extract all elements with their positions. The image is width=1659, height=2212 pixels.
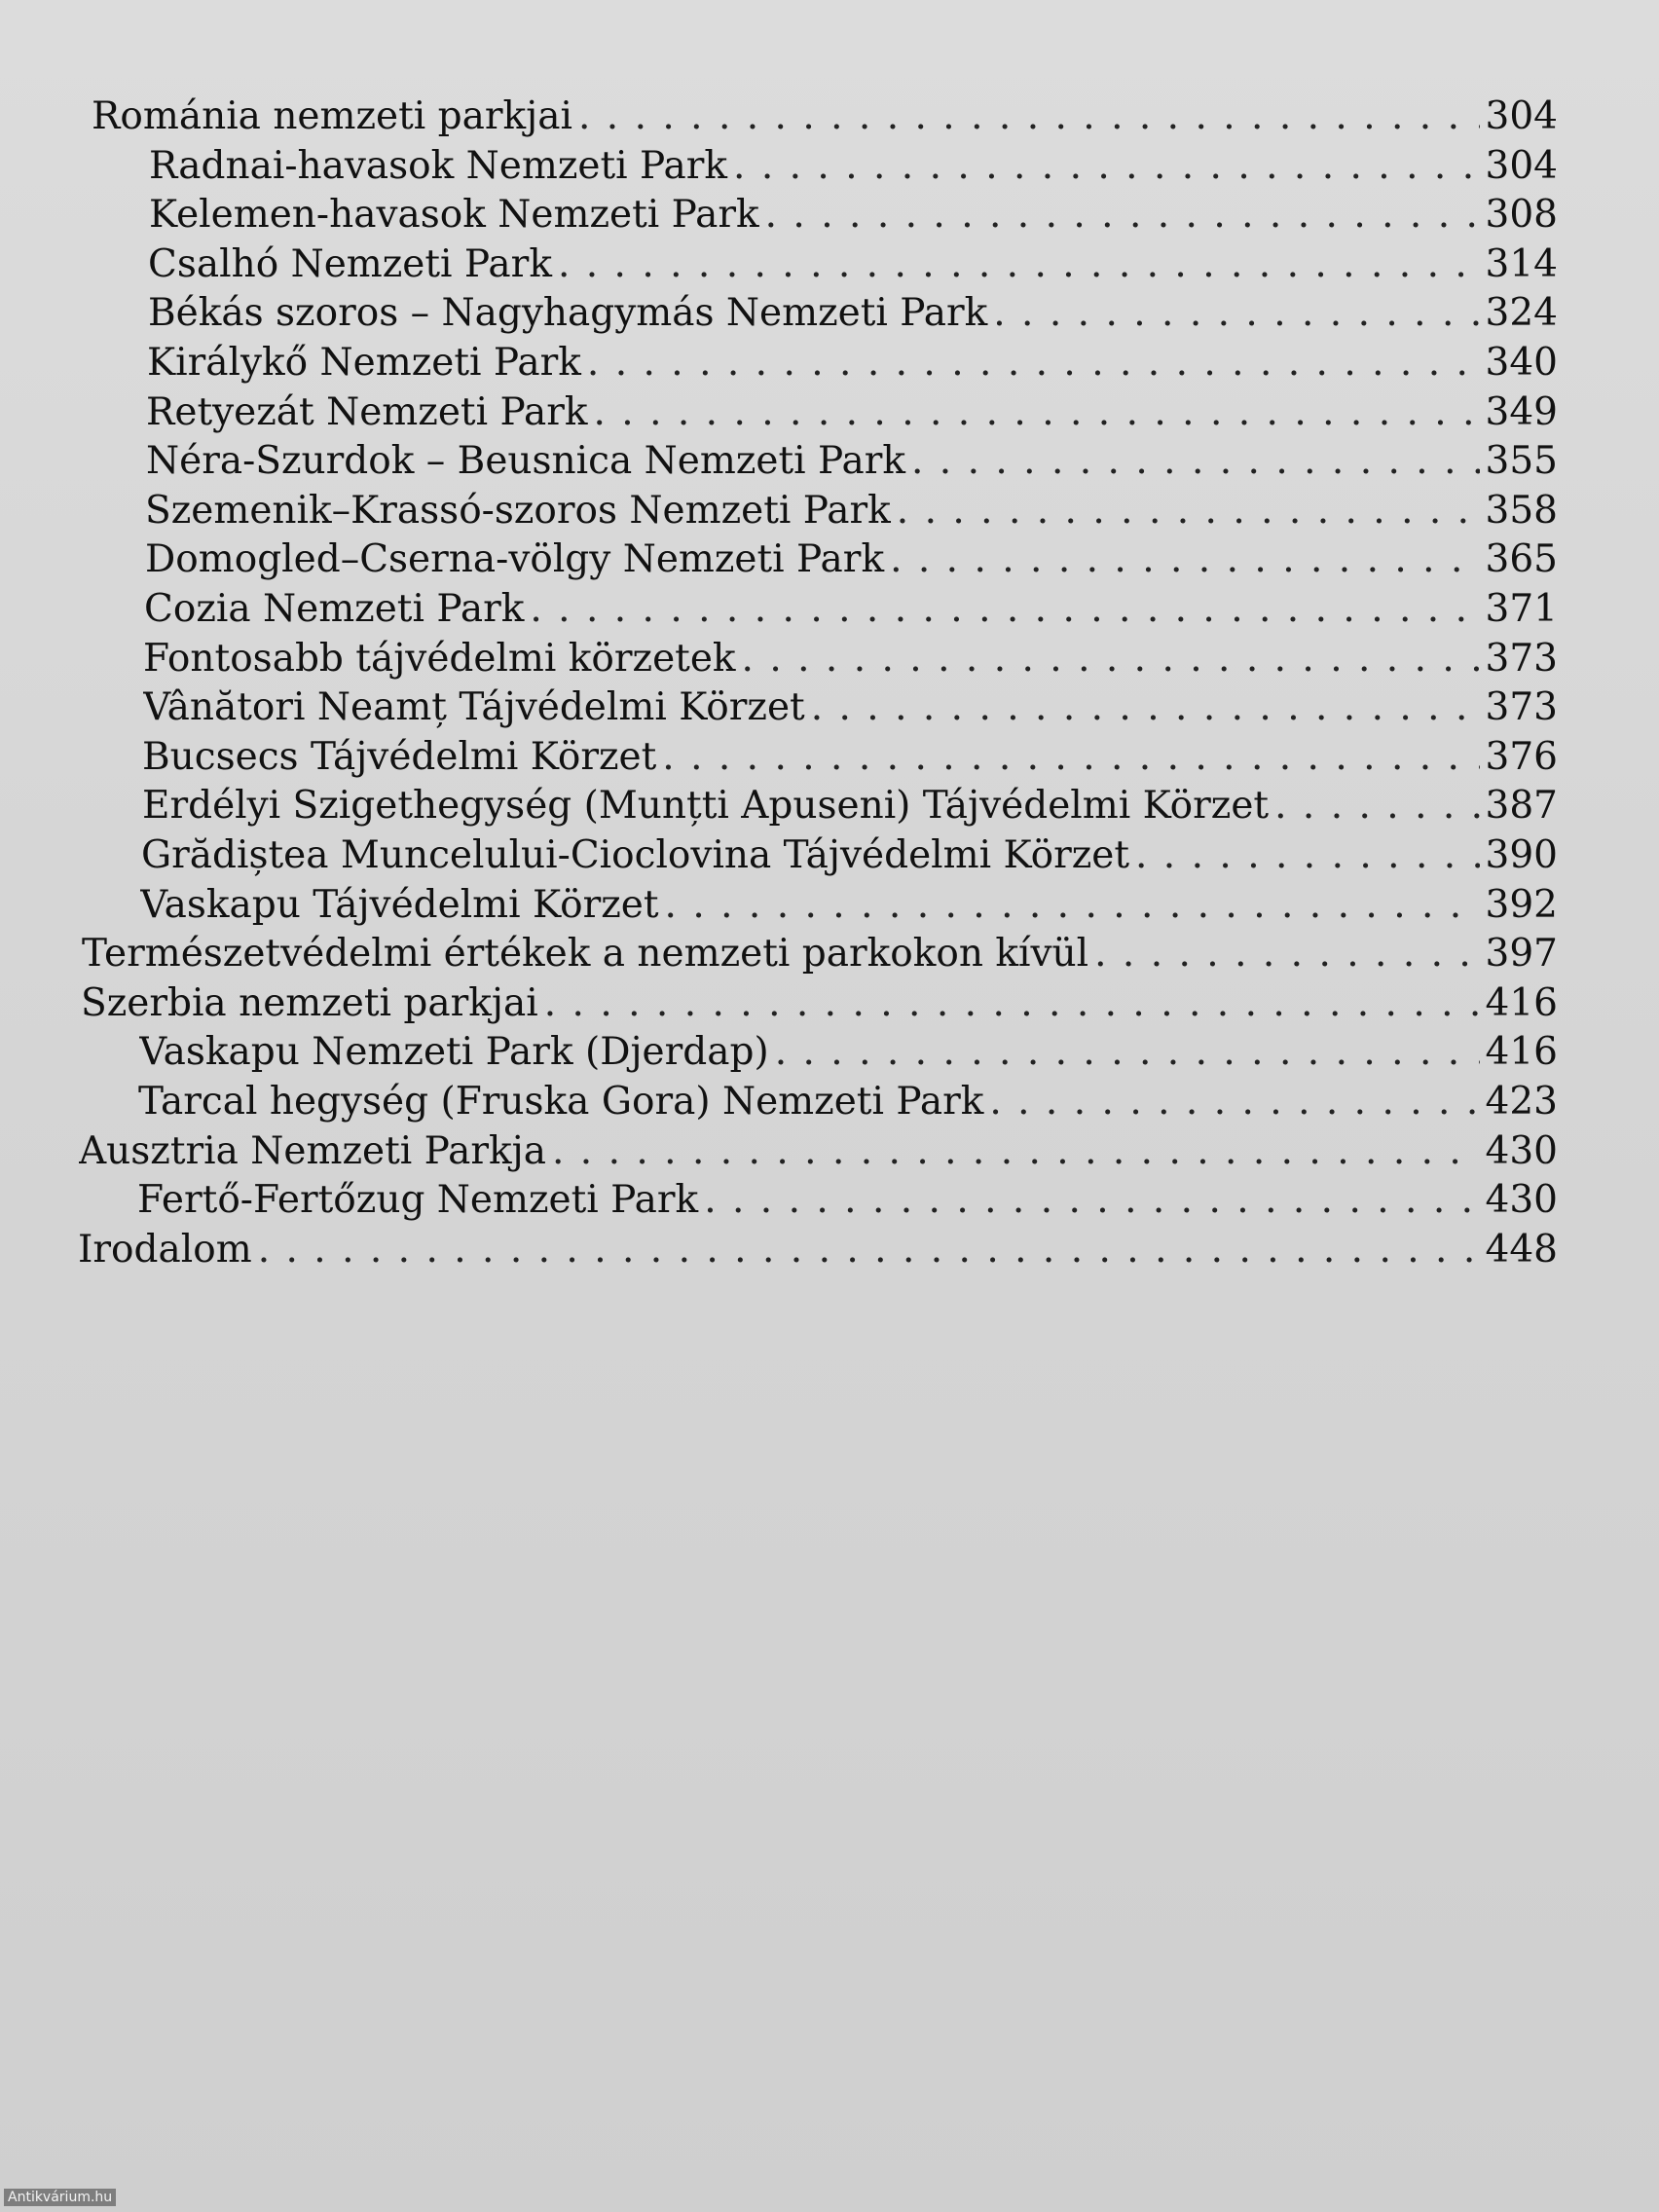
toc-entry xyxy=(142,733,1558,782)
dot-leader xyxy=(662,733,1479,782)
toc-entry-page-number: 365 xyxy=(1485,537,1558,581)
toc-entry-title: Erdélyi Szigethegység (Munțti Apuseni) Tájvédelmi Körzet xyxy=(142,784,1270,828)
dot-leader xyxy=(665,881,1480,930)
toc-entry-title: Királykő Nemzeti Park xyxy=(147,341,581,385)
toc-entry-page-number: 392 xyxy=(1485,883,1558,927)
toc-entry xyxy=(148,240,1558,289)
toc-entry-page-number: 376 xyxy=(1485,735,1558,779)
toc-entry-title: Kelemen-havasok Nemzeti Park xyxy=(149,193,759,237)
toc-entry xyxy=(79,1127,1558,1176)
dot-leader xyxy=(742,635,1480,683)
dot-leader xyxy=(1135,831,1480,880)
dot-leader xyxy=(911,437,1480,486)
dot-leader xyxy=(897,487,1480,535)
toc-entry xyxy=(144,585,1558,634)
toc-entry-title: Fertő-Fertőzug Nemzeti Park xyxy=(137,1178,699,1222)
toc-entry xyxy=(82,930,1558,978)
toc-entry-title: Ausztria Nemzeti Parkja xyxy=(79,1129,546,1173)
toc-entry xyxy=(78,1226,1558,1274)
dot-leader xyxy=(993,289,1479,338)
toc-entry-title: Domogled–Cserna-völgy Nemzeti Park xyxy=(145,537,885,581)
toc-entry-title: Természetvédelmi értékek a nemzeti parkokon kívül xyxy=(82,932,1089,976)
toc-entry-page-number: 387 xyxy=(1485,784,1558,828)
toc-entry-page-number: 308 xyxy=(1485,193,1558,237)
dot-leader xyxy=(989,1078,1479,1126)
dot-leader xyxy=(258,1226,1480,1274)
toc-entry xyxy=(145,487,1558,535)
toc-entry-title: Bucsecs Tájvédelmi Körzet xyxy=(142,735,657,779)
dot-leader xyxy=(552,1127,1480,1176)
toc-entry xyxy=(146,388,1558,437)
dot-leader xyxy=(1274,782,1479,830)
toc-entry-title: Retyezát Nemzeti Park xyxy=(146,390,588,434)
dot-leader xyxy=(704,1176,1479,1225)
toc-entry-page-number: 304 xyxy=(1485,144,1558,188)
dot-leader xyxy=(544,979,1480,1028)
dot-leader xyxy=(587,339,1480,387)
dot-leader xyxy=(593,388,1479,437)
toc-entry-page-number: 390 xyxy=(1485,833,1558,877)
toc-entry-page-number: 448 xyxy=(1485,1228,1558,1272)
toc-entry xyxy=(146,437,1558,486)
toc-entry xyxy=(137,1176,1558,1225)
toc-entry xyxy=(142,782,1558,830)
toc-entry-page-number: 373 xyxy=(1485,637,1558,681)
toc-entry-page-number: 355 xyxy=(1485,439,1558,483)
toc-entry xyxy=(143,635,1558,683)
toc-entry-page-number: 416 xyxy=(1485,981,1558,1025)
toc-entry-title: Szemenik–Krassó-szoros Nemzeti Park xyxy=(145,489,891,533)
dot-leader xyxy=(578,92,1480,141)
toc-entry-page-number: 397 xyxy=(1485,932,1558,976)
toc-entry-page-number: 340 xyxy=(1485,341,1558,385)
toc-entry-page-number: 314 xyxy=(1485,242,1558,286)
toc-entry xyxy=(141,831,1558,880)
toc-entry xyxy=(92,92,1558,141)
toc-entry-page-number: 373 xyxy=(1485,685,1558,729)
toc-entry xyxy=(149,191,1558,240)
toc-entry-title: Cozia Nemzeti Park xyxy=(144,587,525,631)
dot-leader xyxy=(1094,930,1479,978)
toc-entry-page-number: 358 xyxy=(1485,489,1558,533)
toc-entry xyxy=(147,339,1558,387)
toc-entry xyxy=(140,881,1558,930)
toc-entry xyxy=(138,1078,1558,1126)
toc-entry-title: Békás szoros – Nagyhagymás Nemzeti Park xyxy=(148,291,988,335)
dot-leader xyxy=(530,585,1479,634)
dot-leader xyxy=(765,191,1480,240)
toc-entry-title: Vaskapu Tájvédelmi Körzet xyxy=(140,883,659,927)
toc-entry-title: Fontosabb tájvédelmi körzetek xyxy=(143,637,736,681)
toc-entry-page-number: 430 xyxy=(1485,1178,1558,1222)
toc-entry xyxy=(145,535,1558,584)
watermark: Antikvárium.hu xyxy=(4,2189,116,2206)
toc-entry xyxy=(143,683,1558,732)
toc-entry-page-number: 324 xyxy=(1485,291,1558,335)
toc-entry-page-number: 304 xyxy=(1485,94,1558,138)
toc-entry-page-number: 416 xyxy=(1485,1030,1558,1074)
toc-entry-title: Csalhó Nemzeti Park xyxy=(148,242,552,286)
toc-entry xyxy=(149,142,1558,191)
toc-entry-title: Tarcal hegység (Fruska Gora) Nemzeti Park xyxy=(138,1080,984,1124)
toc-entry xyxy=(81,979,1558,1028)
dot-leader xyxy=(558,240,1480,289)
toc-entry-title: Grădiștea Muncelului-Cioclovina Tájvédelmi Körzet xyxy=(141,833,1130,877)
toc-entry-page-number: 423 xyxy=(1485,1080,1558,1124)
dot-leader xyxy=(811,683,1480,732)
toc-entry-title: Vânători Neamț Tájvédelmi Körzet xyxy=(143,685,805,729)
toc-entry-title: Irodalom xyxy=(78,1228,252,1272)
toc-entry-title: Néra-Szurdok – Beusnica Nemzeti Park xyxy=(146,439,905,483)
toc-entry-title: Radnai-havasok Nemzeti Park xyxy=(149,144,728,188)
toc-entry-title: Románia nemzeti parkjai xyxy=(92,94,572,138)
toc-entry-page-number: 349 xyxy=(1485,390,1558,434)
toc-entry xyxy=(139,1028,1558,1077)
dot-leader xyxy=(890,535,1479,584)
toc-entry-title: Vaskapu Nemzeti Park (Djerdap) xyxy=(139,1030,769,1074)
toc-entry-page-number: 371 xyxy=(1485,587,1558,631)
toc-entry-page-number: 430 xyxy=(1485,1129,1558,1173)
toc-entry xyxy=(148,289,1558,338)
dot-leader xyxy=(775,1028,1480,1077)
dot-leader xyxy=(733,142,1480,191)
toc-entry-title: Szerbia nemzeti parkjai xyxy=(81,981,538,1025)
